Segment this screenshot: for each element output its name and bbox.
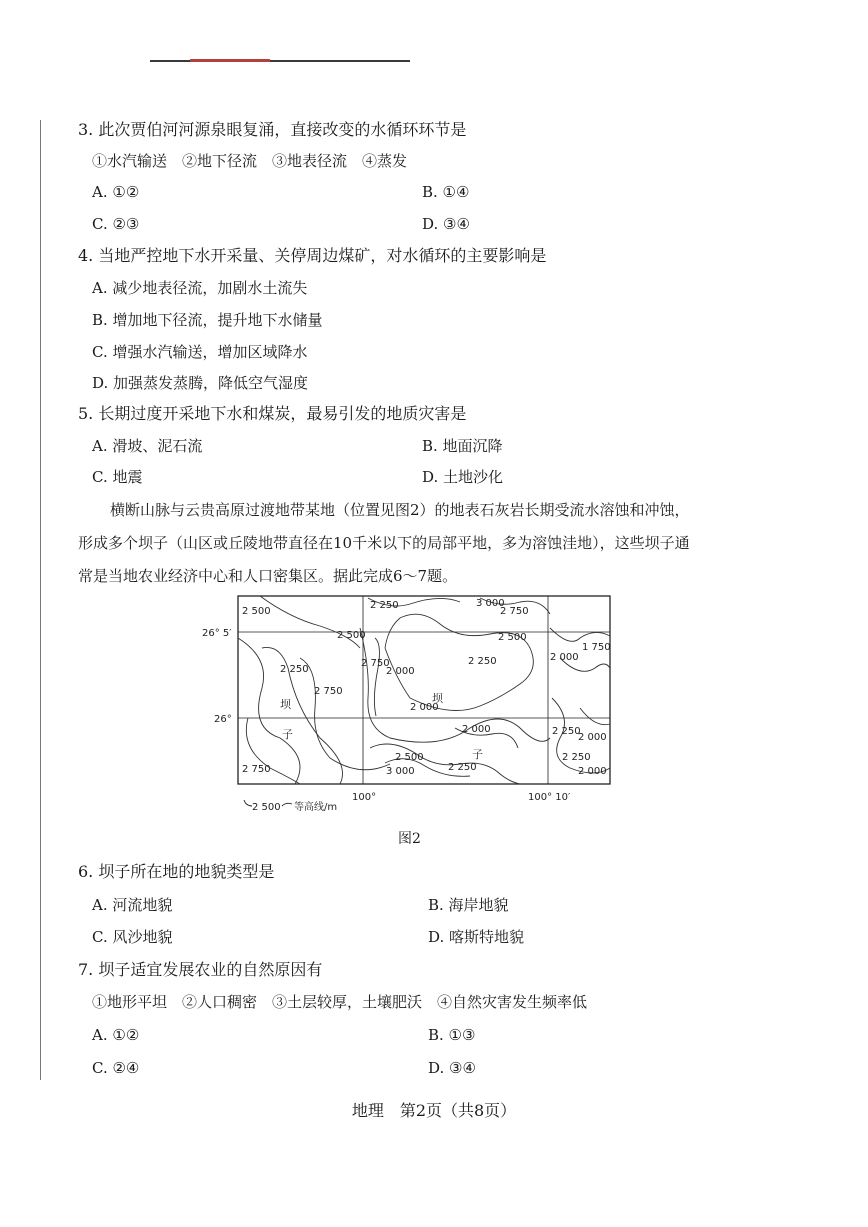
contour-line bbox=[385, 614, 533, 710]
top-decorative-rule bbox=[150, 60, 410, 62]
contour-label: 2 000 bbox=[410, 702, 439, 713]
question-3-items: ①水汽输送 ②地下径流 ③地表径流 ④蒸发 bbox=[92, 152, 408, 170]
question-6-stem: 6. 坝子所在地的地貌类型是 bbox=[78, 862, 275, 881]
contour-label: 2 000 bbox=[550, 652, 579, 663]
question-4-option-c: C. 增强水汽输送，增加区域降水 bbox=[92, 343, 308, 361]
contour-label: 2 250 bbox=[448, 762, 477, 773]
contour-label: 2 500 bbox=[395, 752, 424, 763]
question-6-option-b: B. 海岸地貌 bbox=[428, 896, 509, 914]
contour-label: 2 750 bbox=[361, 658, 390, 669]
contour-label: 2 750 bbox=[314, 686, 343, 697]
question-5-stem: 5. 长期过度开采地下水和煤炭，最易引发的地质灾害是 bbox=[78, 404, 467, 423]
top-red-mark bbox=[190, 59, 270, 62]
contour-label: 2 750 bbox=[500, 606, 529, 617]
contour-label: 2 250 bbox=[552, 726, 581, 737]
contour-label: 2 250 bbox=[468, 656, 497, 667]
contour-label: 2 000 bbox=[578, 732, 607, 743]
legend-line-right bbox=[282, 803, 292, 806]
left-margin-line bbox=[40, 120, 41, 1080]
question-3-option-b: B. ①④ bbox=[422, 183, 470, 201]
legend-value: 2 500 bbox=[252, 802, 281, 813]
passage-line-1: 横断山脉与云贵高原过渡地带某地（位置见图2）的地表石灰岩长期受流水溶蚀和冲蚀， bbox=[110, 501, 690, 519]
question-5-option-b: B. 地面沉降 bbox=[422, 437, 503, 455]
contour-label: 1 750 bbox=[582, 642, 611, 653]
contour-label: 2 000 bbox=[578, 766, 607, 777]
contour-label: 2 500 bbox=[337, 630, 366, 641]
contour-label: 2 000 bbox=[462, 724, 491, 735]
basin-char: 坝 bbox=[280, 698, 291, 711]
question-4-option-a: A. 减少地表径流，加剧水土流失 bbox=[92, 279, 308, 297]
legend-label: 等高线/m bbox=[294, 802, 338, 813]
contour-line bbox=[370, 744, 520, 784]
question-7-stem: 7. 坝子适宜发展农业的自然原因有 bbox=[78, 960, 323, 979]
contour-label: 2 000 bbox=[386, 666, 415, 677]
contour-lines bbox=[238, 596, 610, 784]
question-7-option-a: A. ①② bbox=[92, 1026, 140, 1044]
contour-map bbox=[200, 588, 620, 818]
question-6-option-c: C. 风沙地貌 bbox=[92, 928, 173, 946]
lat-label-26: 26° bbox=[214, 714, 232, 725]
legend-line-left bbox=[244, 800, 252, 806]
map-legend bbox=[244, 800, 337, 813]
lon-label-100-10: 100° 10′ bbox=[528, 792, 571, 803]
basin-char: 子 bbox=[472, 748, 483, 761]
question-3-option-d: D. ③④ bbox=[422, 215, 470, 233]
basin-char: 子 bbox=[282, 728, 293, 741]
question-3-stem: 3. 此次贾伯河河源泉眼复涌，直接改变的水循环环节是 bbox=[78, 120, 467, 139]
question-3-option-c: C. ②③ bbox=[92, 215, 140, 233]
question-6-option-a: A. 河流地貌 bbox=[92, 896, 173, 914]
reading-passage bbox=[78, 494, 818, 593]
contour-line bbox=[360, 628, 550, 742]
contour-line bbox=[374, 638, 379, 716]
passage-line-2: 形成多个坝子（山区或丘陵地带直径在10千米以下的局部平地，多为溶蚀洼地），这些坝子通 bbox=[78, 534, 690, 552]
contour-line bbox=[580, 708, 610, 725]
question-6-option-d: D. 喀斯特地貌 bbox=[428, 928, 525, 946]
contour-label: 2 250 bbox=[280, 664, 309, 675]
lon-label-100: 100° bbox=[352, 792, 377, 803]
figure-caption: 图2 bbox=[398, 831, 421, 847]
contour-label: 2 500 bbox=[498, 632, 527, 643]
contour-line bbox=[238, 638, 300, 784]
contour-label: 2 250 bbox=[562, 752, 591, 763]
question-4-stem: 4. 当地严控地下水开采量、关停周边煤矿，对水循环的主要影响是 bbox=[78, 246, 547, 265]
question-7-option-d: D. ③④ bbox=[428, 1059, 476, 1077]
question-5-option-a: A. 滑坡、泥石流 bbox=[92, 437, 203, 455]
question-4-option-d: D. 加强蒸发蒸腾，降低空气湿度 bbox=[92, 374, 309, 392]
contour-line bbox=[550, 628, 610, 641]
basin-labels bbox=[280, 691, 483, 761]
contour-label: 3 000 bbox=[476, 598, 505, 609]
contour-label: 2 250 bbox=[370, 600, 399, 611]
question-7-option-b: B. ①③ bbox=[428, 1026, 476, 1044]
question-7-items: ①地形平坦 ②人口稠密 ③土层较厚，土壤肥沃 ④自然灾害发生频率低 bbox=[92, 993, 588, 1011]
basin-char: 坝 bbox=[432, 692, 443, 705]
question-5-option-c: C. 地震 bbox=[92, 468, 143, 486]
passage-line-3: 常是当地农业经济中心和人口密集区。据此完成6～7题。 bbox=[78, 567, 458, 585]
contour-map-figure bbox=[200, 588, 620, 818]
contour-labels bbox=[242, 598, 611, 777]
contour-label: 2 750 bbox=[242, 764, 271, 775]
lat-label-26-5: 26° 5′ bbox=[202, 628, 232, 639]
question-5-option-d: D. 土地沙化 bbox=[422, 468, 504, 486]
contour-label: 3 000 bbox=[386, 766, 415, 777]
question-3-option-a: A. ①② bbox=[92, 183, 140, 201]
question-7-option-c: C. ②④ bbox=[92, 1059, 140, 1077]
page-footer: 地理 第2页（共8页） bbox=[351, 1101, 517, 1120]
question-4-option-b: B. 增加地下径流，提升地下水储量 bbox=[92, 311, 323, 329]
contour-label: 2 500 bbox=[242, 606, 271, 617]
